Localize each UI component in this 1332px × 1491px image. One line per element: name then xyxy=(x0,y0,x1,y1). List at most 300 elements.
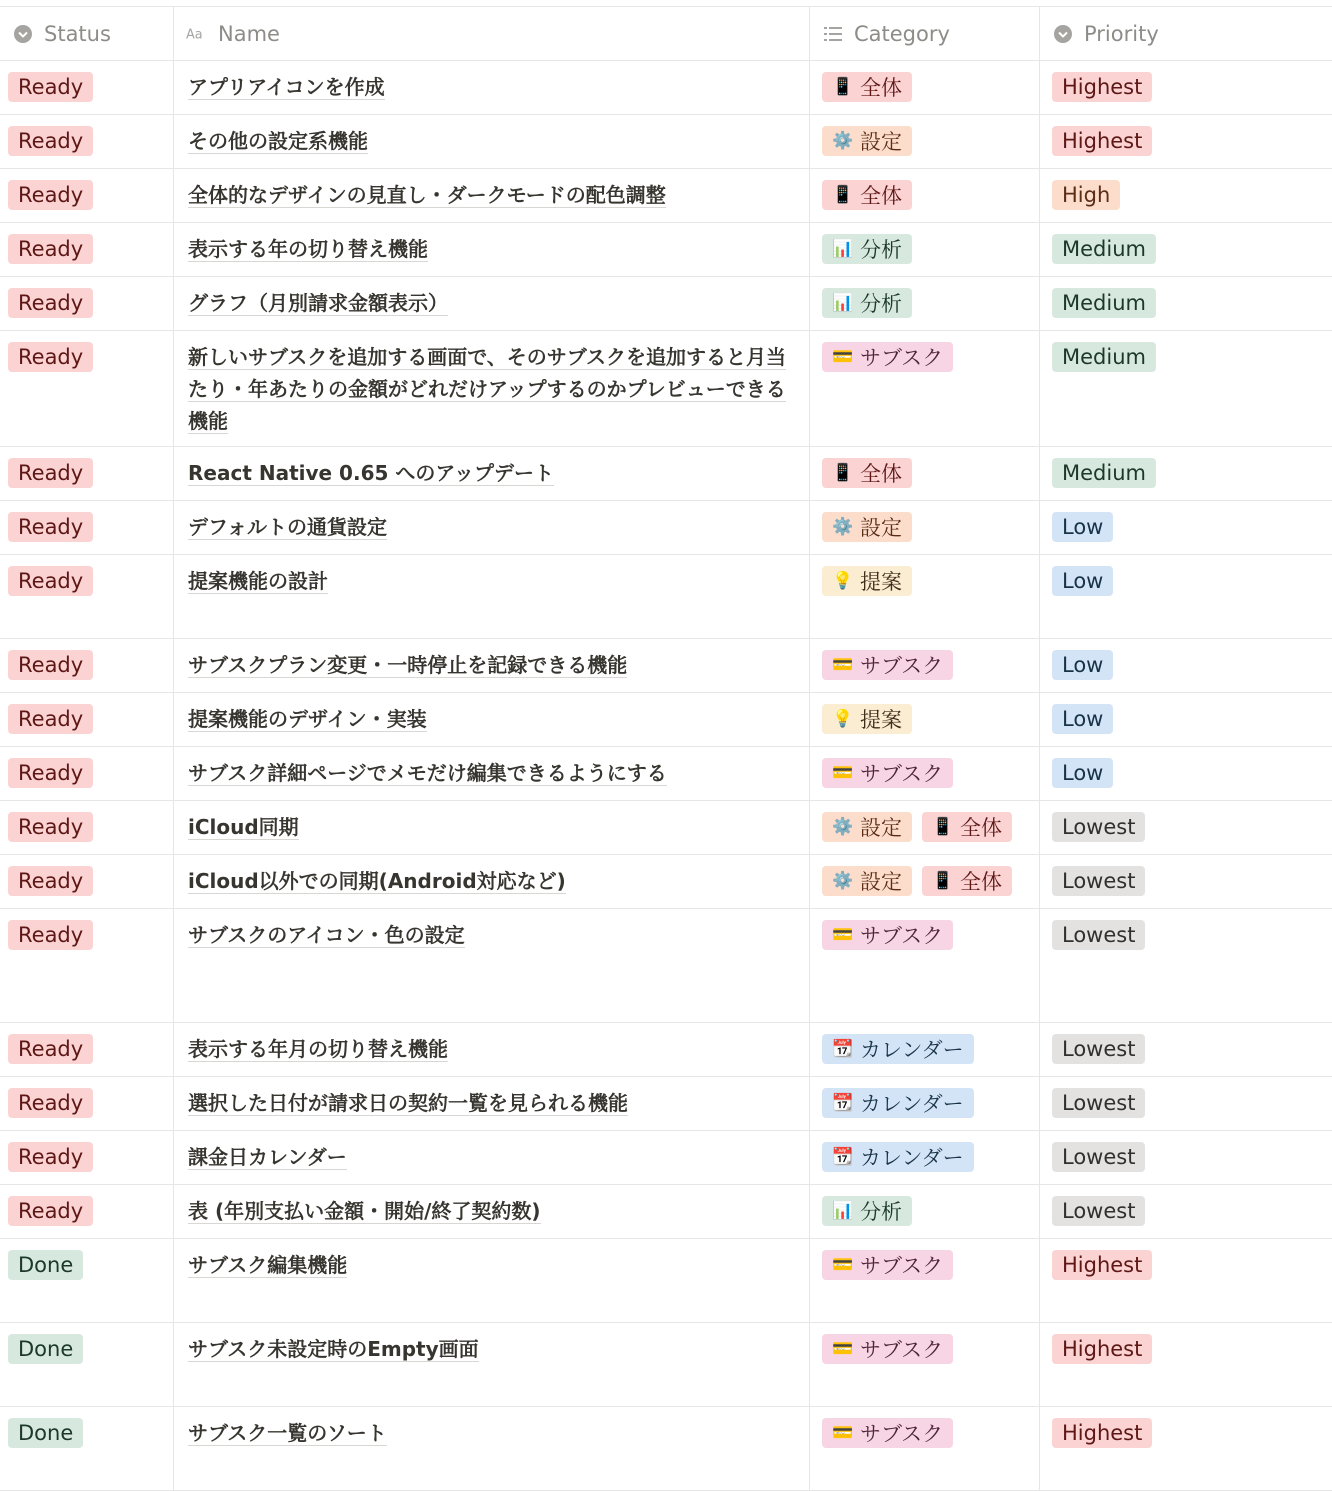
status-cell[interactable] xyxy=(0,61,174,114)
task-name[interactable] xyxy=(188,649,789,681)
text-property-icon xyxy=(186,23,208,45)
name-cell[interactable] xyxy=(174,639,810,692)
category-label: 提案 xyxy=(860,570,902,594)
category-label: 全体 xyxy=(860,462,902,486)
priority-cell[interactable] xyxy=(1040,693,1332,746)
mobile-phone-icon: 📱 xyxy=(832,77,854,97)
light-bulb-icon: 💡 xyxy=(832,571,854,591)
table-row[interactable] xyxy=(0,331,1332,447)
priority-cell[interactable] xyxy=(1040,1239,1332,1322)
category-tags xyxy=(822,288,912,318)
table-row[interactable] xyxy=(0,1185,1332,1239)
light-bulb-icon: 💡 xyxy=(832,709,854,729)
name-cell[interactable] xyxy=(174,747,810,800)
status-cell[interactable] xyxy=(0,693,174,746)
task-name-link[interactable]: サブスク詳細ページでメモだけ編集できるようにする xyxy=(188,761,667,785)
status-tag[interactable]: Ready xyxy=(8,866,93,896)
task-name[interactable] xyxy=(188,865,789,897)
category-tag[interactable] xyxy=(822,342,953,372)
table-row[interactable] xyxy=(0,909,1332,1023)
name-cell[interactable] xyxy=(174,555,810,638)
table-header xyxy=(0,7,1332,61)
name-cell[interactable] xyxy=(174,223,810,276)
category-tags xyxy=(822,1250,953,1280)
task-name-link[interactable]: サブスク未設定時のEmpty画面 xyxy=(188,1337,479,1361)
name-cell[interactable] xyxy=(174,1077,810,1130)
task-name[interactable] xyxy=(188,125,789,157)
category-tag[interactable] xyxy=(822,1250,953,1280)
task-name-link[interactable]: サブスク編集機能 xyxy=(188,1253,348,1277)
category-tags xyxy=(822,812,1012,842)
category-label: 全体 xyxy=(860,184,902,208)
category-tag[interactable] xyxy=(822,758,953,788)
table-row[interactable] xyxy=(0,693,1332,747)
status-select-icon xyxy=(12,23,34,45)
status-tag[interactable]: Ready xyxy=(8,1142,93,1172)
priority-tag[interactable]: Lowest xyxy=(1052,920,1145,950)
status-cell[interactable] xyxy=(0,1077,174,1130)
status-tag[interactable]: Ready xyxy=(8,1196,93,1226)
status-tag[interactable]: Ready xyxy=(8,288,93,318)
status-cell[interactable] xyxy=(0,555,174,638)
priority-tag[interactable]: Lowest xyxy=(1052,812,1145,842)
priority-tag[interactable]: Lowest xyxy=(1052,1088,1145,1118)
task-name-link[interactable]: iCloud以外での同期(Android対応など) xyxy=(188,869,566,893)
priority-tag[interactable]: Highest xyxy=(1052,1334,1152,1364)
category-tag[interactable] xyxy=(822,650,953,680)
priority-cell[interactable] xyxy=(1040,1077,1332,1130)
category-tag[interactable] xyxy=(822,458,912,488)
calendar-icon: 📆 xyxy=(832,1093,854,1113)
priority-cell[interactable] xyxy=(1040,555,1332,638)
name-cell[interactable] xyxy=(174,277,810,330)
priority-tag[interactable]: Low xyxy=(1052,650,1113,680)
table-row[interactable] xyxy=(0,1323,1332,1407)
status-cell[interactable] xyxy=(0,277,174,330)
category-tag[interactable] xyxy=(822,288,912,318)
status-tag[interactable]: Ready xyxy=(8,126,93,156)
calendar-icon: 📆 xyxy=(832,1147,854,1167)
category-label: サブスク xyxy=(860,1338,944,1362)
task-name-link[interactable]: iCloud同期 xyxy=(188,815,299,839)
task-name-link[interactable]: サブスクのアイコン・色の設定 xyxy=(188,923,465,947)
category-tag[interactable] xyxy=(822,1088,974,1118)
status-cell[interactable] xyxy=(0,1239,174,1322)
category-cell[interactable] xyxy=(810,331,1040,446)
task-name[interactable] xyxy=(188,1333,789,1365)
category-cell[interactable] xyxy=(810,1323,1040,1406)
name-cell[interactable] xyxy=(174,1131,810,1184)
priority-cell[interactable] xyxy=(1040,61,1332,114)
table-row[interactable] xyxy=(0,447,1332,501)
task-name[interactable] xyxy=(188,1195,789,1227)
task-name-link[interactable]: 提案機能のデザイン・実装 xyxy=(188,707,427,731)
category-cell[interactable] xyxy=(810,1185,1040,1238)
task-name-link[interactable]: 表示する年の切り替え機能 xyxy=(188,237,428,261)
category-tag[interactable] xyxy=(822,566,912,596)
task-name-link[interactable]: 提案機能の設計 xyxy=(188,569,328,593)
category-cell[interactable] xyxy=(810,1239,1040,1322)
name-cell[interactable] xyxy=(174,501,810,554)
priority-tag[interactable]: High xyxy=(1052,180,1120,210)
status-cell[interactable] xyxy=(0,447,174,500)
status-tag[interactable]: Ready xyxy=(8,342,93,372)
priority-cell[interactable] xyxy=(1040,277,1332,330)
credit-card-icon: 💳 xyxy=(832,655,854,675)
column-header-label: Priority xyxy=(1084,22,1159,46)
status-cell[interactable] xyxy=(0,855,174,908)
task-name[interactable] xyxy=(188,1417,789,1449)
status-tag[interactable]: Ready xyxy=(8,1088,93,1118)
gear-icon: ⚙️ xyxy=(832,131,854,151)
category-cell[interactable] xyxy=(810,1077,1040,1130)
mobile-phone-icon: 📱 xyxy=(832,185,854,205)
status-tag[interactable]: Ready xyxy=(8,234,93,264)
status-tag[interactable]: Ready xyxy=(8,650,93,680)
status-cell[interactable] xyxy=(0,1185,174,1238)
status-cell[interactable] xyxy=(0,1323,174,1406)
status-cell[interactable] xyxy=(0,223,174,276)
svg-text:Aa: Aa xyxy=(186,27,203,43)
column-header-priority[interactable] xyxy=(1040,7,1332,60)
category-label: サブスク xyxy=(860,654,944,678)
category-label: 分析 xyxy=(860,292,902,316)
status-cell[interactable] xyxy=(0,115,174,168)
gear-icon: ⚙️ xyxy=(832,517,854,537)
task-name[interactable] xyxy=(188,919,789,951)
mobile-phone-icon: 📱 xyxy=(932,817,954,837)
category-label: カレンダー xyxy=(860,1092,964,1116)
category-tag[interactable] xyxy=(822,1142,974,1172)
column-header-label: Name xyxy=(218,22,280,46)
priority-cell[interactable] xyxy=(1040,501,1332,554)
category-tags xyxy=(822,234,912,264)
table-body xyxy=(0,61,1332,1491)
task-name-link[interactable]: 全体的なデザインの見直し・ダークモードの配色調整 xyxy=(188,183,666,207)
status-tag[interactable]: Ready xyxy=(8,180,93,210)
category-tags xyxy=(822,458,912,488)
name-cell[interactable] xyxy=(174,1323,810,1406)
table-row[interactable] xyxy=(0,1131,1332,1185)
category-cell[interactable] xyxy=(810,639,1040,692)
category-tags xyxy=(822,920,953,950)
status-cell[interactable] xyxy=(0,801,174,854)
bar-chart-icon: 📊 xyxy=(832,239,854,259)
task-name-link[interactable]: アプリアイコンを作成 xyxy=(188,75,385,99)
status-tag[interactable]: Ready xyxy=(8,512,93,542)
column-header-label: Category xyxy=(854,22,950,46)
category-cell[interactable] xyxy=(810,693,1040,746)
category-cell[interactable] xyxy=(810,115,1040,168)
priority-tag[interactable]: Medium xyxy=(1052,288,1156,318)
select-property-icon xyxy=(1052,23,1074,45)
category-label: 設定 xyxy=(860,870,902,894)
calendar-icon: 📆 xyxy=(832,1039,854,1059)
category-label: 提案 xyxy=(860,708,902,732)
category-label: 全体 xyxy=(960,870,1002,894)
credit-card-icon: 💳 xyxy=(832,1255,854,1275)
bar-chart-icon: 📊 xyxy=(832,293,854,313)
task-name[interactable] xyxy=(188,71,789,103)
priority-tag[interactable]: Highest xyxy=(1052,72,1152,102)
category-cell[interactable] xyxy=(810,747,1040,800)
priority-cell[interactable] xyxy=(1040,331,1332,446)
name-cell[interactable] xyxy=(174,447,810,500)
priority-tag[interactable]: Low xyxy=(1052,704,1113,734)
category-cell[interactable] xyxy=(810,223,1040,276)
table-row[interactable] xyxy=(0,555,1332,639)
task-name[interactable] xyxy=(188,1249,789,1281)
category-cell[interactable] xyxy=(810,1131,1040,1184)
status-cell[interactable] xyxy=(0,501,174,554)
credit-card-icon: 💳 xyxy=(832,763,854,783)
task-name[interactable] xyxy=(188,511,789,543)
priority-tag[interactable]: Highest xyxy=(1052,1418,1152,1448)
category-label: 分析 xyxy=(860,1200,902,1224)
category-tags xyxy=(822,1196,912,1226)
category-tag[interactable] xyxy=(822,812,912,842)
category-cell[interactable] xyxy=(810,447,1040,500)
priority-tag[interactable]: Lowest xyxy=(1052,1142,1145,1172)
gear-icon: ⚙️ xyxy=(832,817,854,837)
status-cell[interactable] xyxy=(0,1407,174,1490)
table-row[interactable] xyxy=(0,277,1332,331)
status-tag[interactable]: Ready xyxy=(8,566,93,596)
status-cell[interactable] xyxy=(0,331,174,446)
category-tags xyxy=(822,758,953,788)
category-tag[interactable] xyxy=(822,866,912,896)
status-cell[interactable] xyxy=(0,909,174,1022)
status-cell[interactable] xyxy=(0,747,174,800)
name-cell[interactable] xyxy=(174,1407,810,1490)
task-name-link[interactable]: その他の設定系機能 xyxy=(188,129,368,153)
table-row[interactable] xyxy=(0,1077,1332,1131)
name-cell[interactable] xyxy=(174,115,810,168)
category-tags xyxy=(822,342,953,372)
category-label: サブスク xyxy=(860,1254,944,1278)
category-cell[interactable] xyxy=(810,169,1040,222)
category-label: サブスク xyxy=(860,762,944,786)
category-tags xyxy=(822,1088,974,1118)
category-tags xyxy=(822,1418,953,1448)
status-tag[interactable]: Done xyxy=(8,1334,83,1364)
table-row[interactable] xyxy=(0,1407,1332,1491)
task-name[interactable] xyxy=(188,1087,789,1119)
column-header-status[interactable] xyxy=(0,7,174,60)
category-tags xyxy=(822,1142,974,1172)
task-name[interactable] xyxy=(188,757,789,789)
priority-cell[interactable] xyxy=(1040,447,1332,500)
column-header-label: Status xyxy=(44,22,111,46)
category-tag[interactable] xyxy=(822,72,912,102)
status-cell[interactable] xyxy=(0,639,174,692)
priority-tag[interactable]: Low xyxy=(1052,758,1113,788)
status-tag[interactable]: Done xyxy=(8,1250,83,1280)
task-name[interactable] xyxy=(188,287,789,319)
name-cell[interactable] xyxy=(174,1023,810,1076)
name-cell[interactable] xyxy=(174,855,810,908)
status-cell[interactable] xyxy=(0,1023,174,1076)
name-cell[interactable] xyxy=(174,1185,810,1238)
task-name[interactable] xyxy=(188,341,789,437)
task-name[interactable] xyxy=(188,1033,789,1065)
category-tags xyxy=(822,650,953,680)
table-row[interactable] xyxy=(0,61,1332,115)
task-name[interactable] xyxy=(188,1141,789,1173)
status-tag[interactable]: Ready xyxy=(8,458,93,488)
category-tag[interactable] xyxy=(822,234,912,264)
task-name-link[interactable]: グラフ（月別請求金額表示） xyxy=(188,291,448,315)
category-tag[interactable] xyxy=(822,126,912,156)
priority-cell[interactable] xyxy=(1040,1185,1332,1238)
name-cell[interactable] xyxy=(174,1239,810,1322)
status-tag[interactable]: Ready xyxy=(8,812,93,842)
category-tag[interactable] xyxy=(822,920,953,950)
mobile-phone-icon: 📱 xyxy=(832,463,854,483)
task-name-link[interactable]: サブスクプラン変更・一時停止を記録できる機能 xyxy=(188,653,628,677)
category-label: 設定 xyxy=(860,130,902,154)
priority-cell[interactable] xyxy=(1040,169,1332,222)
priority-cell[interactable] xyxy=(1040,1407,1332,1490)
name-cell[interactable] xyxy=(174,693,810,746)
table-row[interactable] xyxy=(0,855,1332,909)
priority-cell[interactable] xyxy=(1040,855,1332,908)
task-name-link[interactable]: React Native 0.65 へのアップデート xyxy=(188,461,554,485)
priority-tag[interactable]: Lowest xyxy=(1052,866,1145,896)
category-cell[interactable] xyxy=(810,801,1040,854)
category-tag[interactable] xyxy=(822,1334,953,1364)
category-label: カレンダー xyxy=(860,1038,964,1062)
priority-tag[interactable]: Medium xyxy=(1052,234,1156,264)
name-cell[interactable] xyxy=(174,909,810,1022)
table-row[interactable] xyxy=(0,1239,1332,1323)
name-cell[interactable] xyxy=(174,61,810,114)
task-name-link[interactable]: 表 (年別支払い金額・開始/終了契約数) xyxy=(188,1199,541,1223)
category-tags xyxy=(822,72,912,102)
priority-tag[interactable]: Highest xyxy=(1052,1250,1152,1280)
priority-cell[interactable] xyxy=(1040,909,1332,1022)
priority-tag[interactable]: Lowest xyxy=(1052,1196,1145,1226)
priority-cell[interactable] xyxy=(1040,801,1332,854)
category-tags xyxy=(822,566,912,596)
category-tag[interactable] xyxy=(922,866,1012,896)
task-name-link[interactable]: 課金日カレンダー xyxy=(188,1145,347,1169)
credit-card-icon: 💳 xyxy=(832,347,854,367)
category-tag[interactable] xyxy=(822,1196,912,1226)
name-cell[interactable] xyxy=(174,169,810,222)
priority-tag[interactable]: Highest xyxy=(1052,126,1152,156)
category-tags xyxy=(822,1334,953,1364)
task-name-link[interactable]: 表示する年月の切り替え機能 xyxy=(188,1037,448,1061)
priority-cell[interactable] xyxy=(1040,223,1332,276)
task-name[interactable] xyxy=(188,457,789,489)
priority-tag[interactable]: Medium xyxy=(1052,458,1156,488)
status-tag[interactable]: Ready xyxy=(8,920,93,950)
category-label: 設定 xyxy=(860,516,902,540)
name-cell[interactable] xyxy=(174,801,810,854)
priority-tag[interactable]: Low xyxy=(1052,566,1113,596)
task-name[interactable] xyxy=(188,565,789,597)
priority-tag[interactable]: Lowest xyxy=(1052,1034,1145,1064)
table-row[interactable] xyxy=(0,501,1332,555)
priority-tag[interactable]: Low xyxy=(1052,512,1113,542)
table-row[interactable] xyxy=(0,169,1332,223)
table-row[interactable] xyxy=(0,1023,1332,1077)
credit-card-icon: 💳 xyxy=(832,1423,854,1443)
category-label: 設定 xyxy=(860,816,902,840)
bar-chart-icon: 📊 xyxy=(832,1201,854,1221)
table-row[interactable] xyxy=(0,115,1332,169)
status-cell[interactable] xyxy=(0,1131,174,1184)
status-tag[interactable]: Ready xyxy=(8,704,93,734)
column-header-name[interactable] xyxy=(174,7,810,60)
task-name[interactable] xyxy=(188,233,789,265)
category-label: 分析 xyxy=(860,238,902,262)
category-tag[interactable] xyxy=(922,812,1012,842)
priority-cell[interactable] xyxy=(1040,1023,1332,1076)
category-cell[interactable] xyxy=(810,555,1040,638)
category-tags xyxy=(822,512,912,542)
category-cell[interactable] xyxy=(810,855,1040,908)
task-name[interactable] xyxy=(188,811,789,843)
status-tag[interactable]: Ready xyxy=(8,1034,93,1064)
category-tag[interactable] xyxy=(822,180,912,210)
status-tag[interactable]: Ready xyxy=(8,72,93,102)
category-tags xyxy=(822,866,1012,896)
category-label: 全体 xyxy=(860,76,902,100)
task-name-link[interactable]: 新しいサブスクを追加する画面で、そのサブスクを追加すると月当たり・年あたりの金額がどれだけアップするのかプレビューできる機能 xyxy=(188,345,786,433)
credit-card-icon: 💳 xyxy=(832,925,854,945)
status-tag[interactable]: Ready xyxy=(8,758,93,788)
category-tag[interactable] xyxy=(822,512,912,542)
category-cell[interactable] xyxy=(810,1023,1040,1076)
category-label: サブスク xyxy=(860,924,944,948)
task-name-link[interactable]: デフォルトの通貨設定 xyxy=(188,515,387,539)
table-row[interactable] xyxy=(0,223,1332,277)
task-name-link[interactable]: サブスク一覧のソート xyxy=(188,1421,387,1445)
category-cell[interactable] xyxy=(810,1407,1040,1490)
credit-card-icon: 💳 xyxy=(832,1339,854,1359)
category-tag[interactable] xyxy=(822,1034,974,1064)
table-row[interactable] xyxy=(0,747,1332,801)
priority-cell[interactable] xyxy=(1040,1131,1332,1184)
category-tags xyxy=(822,1034,974,1064)
priority-cell[interactable] xyxy=(1040,1323,1332,1406)
task-name[interactable] xyxy=(188,703,789,735)
priority-cell[interactable] xyxy=(1040,115,1332,168)
list-property-icon xyxy=(822,23,844,45)
table-row[interactable] xyxy=(0,639,1332,693)
table-row[interactable] xyxy=(0,801,1332,855)
category-tag[interactable] xyxy=(822,1418,953,1448)
database-table xyxy=(0,6,1332,1491)
priority-cell[interactable] xyxy=(1040,747,1332,800)
category-cell[interactable] xyxy=(810,501,1040,554)
task-name[interactable] xyxy=(188,179,789,211)
task-name-link[interactable]: 選択した日付が請求日の契約一覧を見られる機能 xyxy=(188,1091,628,1115)
column-header-category[interactable] xyxy=(810,7,1040,60)
name-cell[interactable] xyxy=(174,331,810,446)
status-tag[interactable]: Done xyxy=(8,1418,83,1448)
category-cell[interactable] xyxy=(810,61,1040,114)
category-label: サブスク xyxy=(860,1422,944,1446)
priority-tag[interactable]: Medium xyxy=(1052,342,1156,372)
category-tag[interactable] xyxy=(822,704,912,734)
category-cell[interactable] xyxy=(810,277,1040,330)
status-cell[interactable] xyxy=(0,169,174,222)
priority-cell[interactable] xyxy=(1040,639,1332,692)
category-cell[interactable] xyxy=(810,909,1040,1022)
